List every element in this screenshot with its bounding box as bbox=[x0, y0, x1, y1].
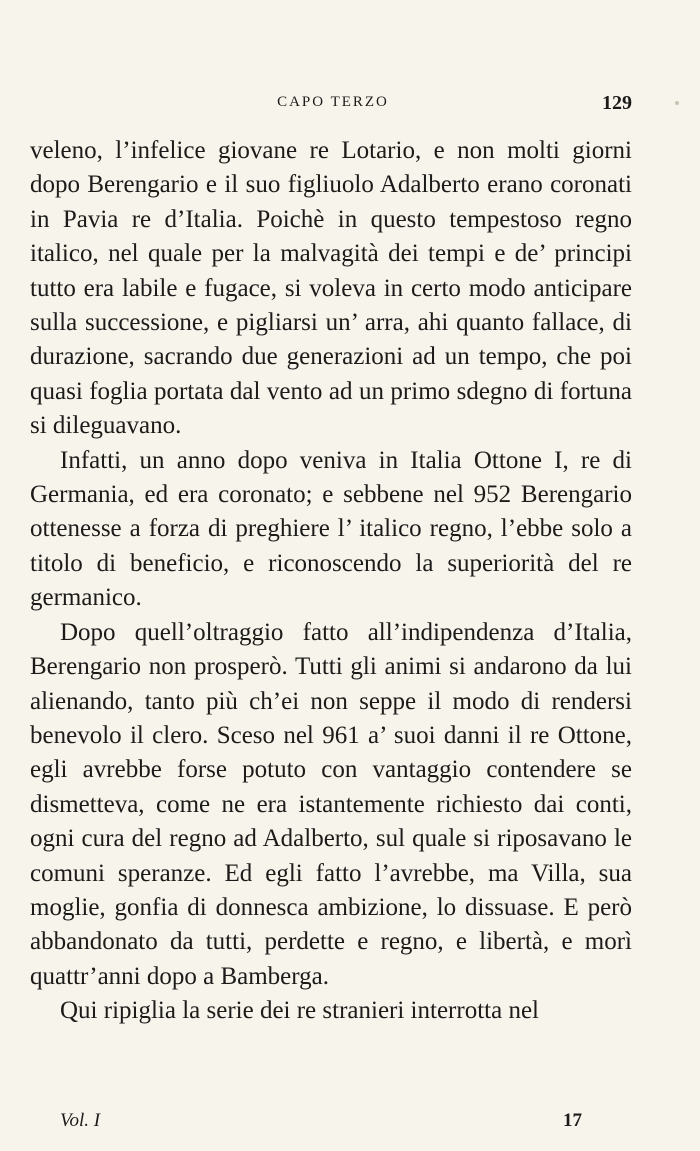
paper-speck bbox=[675, 101, 679, 105]
paragraph-1: veleno, l’infelice giovane re Lotario, e non molti giorni dopo Berengario e il suo figliuolo Adalberto erano coronati in Pavia re d’Italia. Poichè in questo tempestoso regno italico, nel quale per la malvagità dei tempi e de’ principi tutto era labile e fugace, si voleva in certo modo anticipare sulla successione, e pigliarsi un’ arra, ahi quanto fallace, di durazione, sacrando due generazioni ad un tempo, che poi quasi foglia portata dal vento ad un primo sdegno di fortuna si dileguavano. bbox=[30, 137, 632, 440]
volume-signature: Vol. I bbox=[60, 1110, 101, 1131]
page-number: 129 bbox=[602, 92, 632, 114]
page-header bbox=[34, 92, 632, 116]
running-head: CAPO TERZO bbox=[277, 94, 389, 110]
paragraph-4: Qui ripiglia la serie dei re stranieri interrotta nel bbox=[60, 997, 539, 1025]
paragraph-2: Infatti, un anno dopo veniva in Italia Ottone I, re di Germania, ed era coronato; e sebbene nel 952 Berengario ottenesse a forza di preghiere l’ italico regno, l’ebbe solo a titolo di beneficio, e riconoscendo la superiorità del re germanico. bbox=[30, 446, 632, 612]
page-footer bbox=[60, 1110, 582, 1134]
body-text bbox=[30, 134, 632, 1029]
paragraph-3: Dopo quell’oltraggio fatto all’indipendenza d’Italia, Berengario non prosperò. Tutti gli animi si andarono da lui alienando, tanto più ch’ei non seppe il modo di rendersi benevolo il clero. Sceso nel 961 a’ suoi danni il re Ottone, egli avrebbe forse potuto con vantaggio contendere se dismetteva, come ne era istantemente richiesto dai conti, ogni cura del regno ad Adalberto, sul quale si riposavano le comuni speranze. Ed egli fatto l’avrebbe, ma Villa, sua moglie, gonfia di donnesca ambizione, lo dissuase. E però abbandonato da tutti, perdette e regno, e libertà, e morì quattr’anni dopo a Bamberga. bbox=[30, 618, 632, 990]
gathering-number: 17 bbox=[563, 1110, 582, 1131]
